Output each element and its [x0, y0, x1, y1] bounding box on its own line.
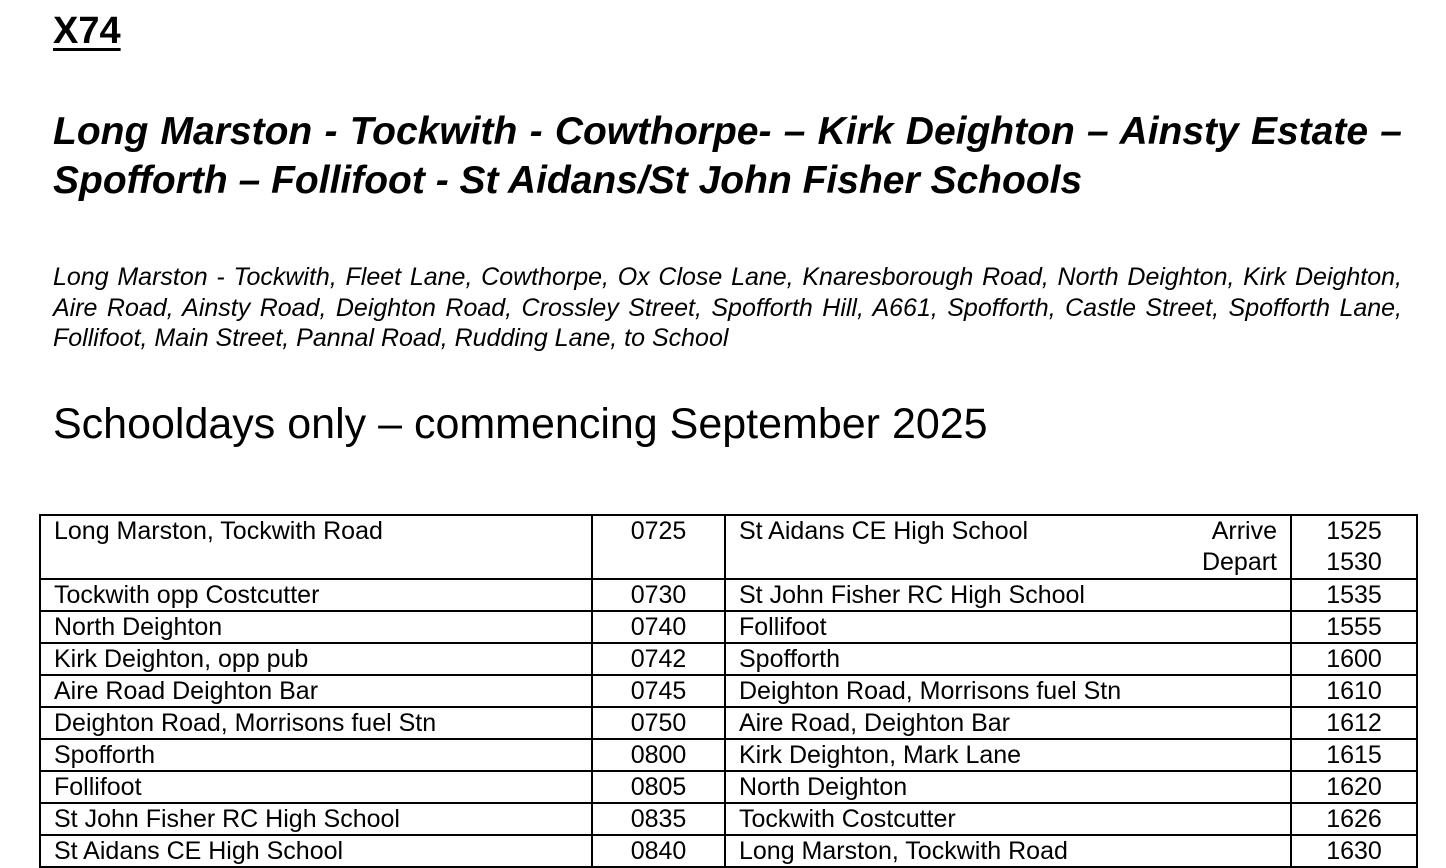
table-row [40, 835, 1417, 867]
afternoon-time-cell [1291, 515, 1417, 579]
morning-stop-cell: Long Marston, Tockwith Road [40, 515, 592, 579]
service-notice: Schooldays only – commencing September 2025 [53, 400, 988, 448]
afternoon-time-cell: 1626 [1291, 803, 1417, 835]
table-row [40, 579, 1417, 611]
morning-stop-cell: North Deighton [40, 611, 592, 643]
afternoon-stop-cell: Kirk Deighton, Mark Lane [725, 739, 1291, 771]
timetable [39, 514, 1418, 868]
morning-time-cell: 0740 [592, 611, 725, 643]
afternoon-time-cell: 1630 [1291, 835, 1417, 867]
morning-time-cell: 0840 [592, 835, 725, 867]
morning-time-cell: 0800 [592, 739, 725, 771]
arrive-depart-labels [1202, 516, 1277, 578]
morning-stop-cell: Aire Road Deighton Bar [40, 675, 592, 707]
afternoon-time-cell: 1610 [1291, 675, 1417, 707]
afternoon-stop-cell: Aire Road, Deighton Bar [725, 707, 1291, 739]
afternoon-stop-cell: Long Marston, Tockwith Road [725, 835, 1291, 867]
depart-time: 1530 [1326, 548, 1382, 576]
table-row [40, 771, 1417, 803]
afternoon-time-cell: 1600 [1291, 643, 1417, 675]
morning-time-cell: 0730 [592, 579, 725, 611]
afternoon-time-cell: 1535 [1291, 579, 1417, 611]
table-row [40, 611, 1417, 643]
morning-time-cell: 0745 [592, 675, 725, 707]
table-row [40, 803, 1417, 835]
morning-stop-cell: Tockwith opp Costcutter [40, 579, 592, 611]
afternoon-stop-cell: Follifoot [725, 611, 1291, 643]
afternoon-stop-label: St Aidans CE High School [739, 517, 1029, 545]
morning-time-cell: 0805 [592, 771, 725, 803]
morning-stop-cell: St Aidans CE High School [40, 835, 592, 867]
afternoon-time-cell: 1615 [1291, 739, 1417, 771]
route-title: Long Marston - Tockwith - Cowthorpe- – Kirk Deighton – Ainsty Estate – Spofforth – Follifoot - St Aidans/St John Fisher Schools [53, 110, 1402, 202]
afternoon-stop-cell: St John Fisher RC High School [725, 579, 1291, 611]
table-row [40, 643, 1417, 675]
morning-stop-cell: Follifoot [40, 771, 592, 803]
afternoon-stop-cell [725, 515, 1291, 579]
route-description: Long Marston - Tockwith, Fleet Lane, Cowthorpe, Ox Close Lane, Knaresborough Road, North Deighton, Kirk Deighton, Aire Road, Ainsty Road, Deighton Road, Crossley Street, Spofforth Hill, A661, Spofforth, Castle Street, Spofforth Lane, Follifoot, Main Street, Pannal Road, Rudding Lane, to School [53, 263, 1402, 352]
depart-label: Depart [1201, 548, 1277, 576]
table-row [40, 515, 1417, 579]
morning-stop-cell: Spofforth [40, 739, 592, 771]
afternoon-stop-cell: North Deighton [725, 771, 1291, 803]
arrive-time: 1525 [1326, 517, 1382, 545]
afternoon-time-cell: 1555 [1291, 611, 1417, 643]
morning-stop-cell: Kirk Deighton, opp pub [40, 643, 592, 675]
route-number: X74 [53, 10, 121, 52]
arrive-label: Arrive [1211, 517, 1277, 545]
table-row [40, 707, 1417, 739]
morning-stop-cell: St John Fisher RC High School [40, 803, 592, 835]
afternoon-stop-cell: Spofforth [725, 643, 1291, 675]
morning-time-cell: 0725 [592, 515, 725, 579]
table-row [40, 739, 1417, 771]
morning-time-cell: 0742 [592, 643, 725, 675]
afternoon-stop-cell: Tockwith Costcutter [725, 803, 1291, 835]
afternoon-stop-cell: Deighton Road, Morrisons fuel Stn [725, 675, 1291, 707]
afternoon-time-cell: 1620 [1291, 771, 1417, 803]
timetable-body [40, 515, 1417, 867]
morning-stop-cell: Deighton Road, Morrisons fuel Stn [40, 707, 592, 739]
afternoon-time-cell: 1612 [1291, 707, 1417, 739]
morning-time-cell: 0750 [592, 707, 725, 739]
morning-time-cell: 0835 [592, 803, 725, 835]
table-row [40, 675, 1417, 707]
